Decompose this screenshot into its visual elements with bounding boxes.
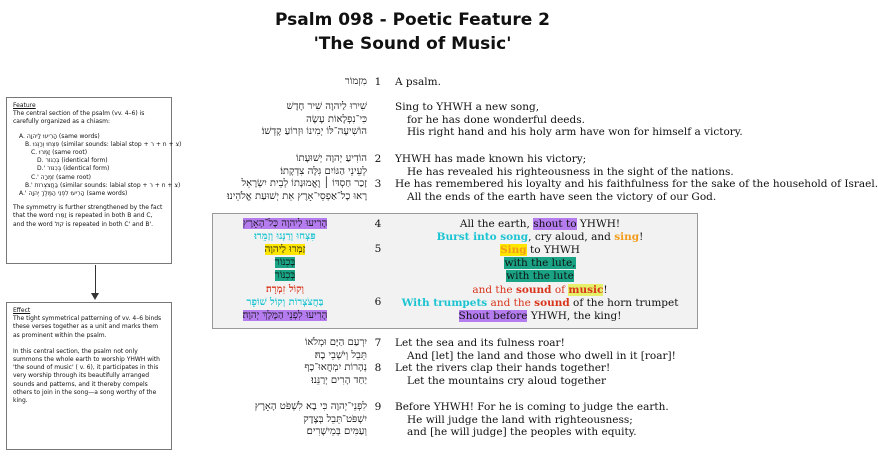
- arrow-line: [95, 265, 96, 295]
- en-text: to YHWH: [526, 244, 580, 256]
- chiasm-list: [19, 132, 182, 199]
- en-text: and the: [487, 297, 535, 309]
- v7-en-line: Let the sea and its fulness roar!: [395, 337, 565, 349]
- v1b-heb-line: הוֹשִׁיעָה־לּוֹ יְמִינוֹ וּזְרוֹעַ קָדְשׁוֹ׃: [261, 126, 367, 137]
- en-text: YHWH!: [576, 218, 621, 230]
- en-burst-b: Burst into song: [436, 231, 529, 243]
- heb-lute-d: בְּכִנּוֹר: [274, 257, 296, 268]
- v1b-en-line: His right hand and his holy arm have won for himself a victory.: [407, 126, 743, 138]
- v3-en-line: He has remembered his loyalty and his faithfulness for the sake of the household of Israel.: [395, 178, 878, 190]
- chiasm-b-prime: B.' בַּחֲצֹצְרוֹת (similar sounds: labial stop + ר + n + צ): [25, 181, 181, 189]
- feature-box: [6, 97, 182, 264]
- v2-english: [395, 153, 734, 178]
- en-sound-c-prime: sound: [515, 284, 552, 296]
- v5-heb-line: [215, 284, 355, 297]
- v9-number: 9: [374, 401, 382, 413]
- en-text: All the earth,: [459, 218, 534, 230]
- v4-en-line: [385, 218, 695, 231]
- en-text: !: [639, 231, 644, 243]
- v5-en-line: [385, 284, 695, 297]
- v3-heb-line: רָאוּ כָל־אַפְסֵי־אָרֶץ אֵת יְשׁוּעַת אֱלֹהֵינוּ׃: [226, 190, 367, 202]
- v2-hebrew: [280, 153, 367, 178]
- v5-en-line: [385, 257, 695, 270]
- v8-heb-line: נְהָרוֹת יִמְחֲאוּ־כָף: [304, 362, 367, 373]
- feature-note: The symmetry is further strengthened by the fact that the word זַמְּרוּ is repeated in both B and C, and the word קוֹל is repeated in both C' and B'.: [13, 204, 163, 228]
- en-text: , cry aloud, and: [528, 231, 615, 243]
- feature-intro: The central section of the psalm (vv. 4–6) is carefully organized as a chiasm:: [13, 110, 145, 126]
- chiasm-c-prime: C.' זִמְרָה (same root): [31, 173, 91, 181]
- v1b-hebrew: [262, 101, 367, 139]
- v2-heb-line: הוֹדִיעַ יְהוָה יְשׁוּעָתוֹ: [295, 153, 367, 164]
- chiasm-d: D. בְּכִנּוֹר (identical form): [37, 157, 108, 165]
- v1-number: 1: [374, 76, 382, 88]
- v3-hebrew: [227, 178, 367, 203]
- en-lute-d: with the lute,: [504, 257, 576, 269]
- v8-en-line: Let the mountains cry aloud together: [407, 374, 607, 387]
- effect-p2: In this central section, the psalm not only summons the whole earth to worship YHWH with 'the sound of music' ( v. 6), it participates in this very worship through its beautifully arranged sounds and patterns, and it thereby compels others to join in the song—a song worthy of the king.: [13, 347, 160, 405]
- v4-heb-line: [215, 231, 355, 244]
- chiasm-a-prime: A.' הָרִיעוּ לִפְנֵי הַמֶּלֶךְ יְהוָה (same words): [19, 190, 128, 198]
- v1b-heb-line: שִׁירוּ לַיהוָה שִׁיר חָדָשׁ: [286, 101, 367, 112]
- v6-en-line: [385, 310, 695, 323]
- v8-number: 8: [374, 362, 382, 374]
- v9-hebrew: [255, 401, 367, 439]
- v9-heb-line: לִפְנֵי־יְהוָה כִּי בָא לִשְׁפֹּט הָאָרֶץ: [254, 401, 367, 412]
- v1b-heb-line: כִּי־נִפְלָאוֹת עָשָׂה: [306, 113, 367, 125]
- page-subtitle: 'The Sound of Music': [313, 34, 512, 54]
- en-music-c-prime: music: [568, 284, 604, 296]
- v5-en-line: [385, 244, 695, 257]
- v7-hebrew: [305, 337, 367, 362]
- heb-trumpets-b-prime: בַּחֲצֹצְרוֹת וְקוֹל שׁוֹפָר: [246, 297, 324, 308]
- feature-heading: Feature: [13, 102, 36, 109]
- v6-heb-line: [215, 297, 355, 310]
- page-title: Psalm 098 - Poetic Feature 2: [274, 10, 551, 30]
- heb-lute-d-prime: בְּכִנּוֹר: [274, 270, 296, 281]
- v5-heb-line: [215, 257, 355, 270]
- v9-heb-line: וְעַמִּים בְּמֵישָׁרִים׃: [306, 426, 367, 437]
- v7-english: [395, 337, 676, 362]
- en-text: YHWH, the king!: [527, 310, 622, 322]
- chiasm-b: B. פִּצְחוּ וְרַנְּנוּ (similar sounds: labial stop + ר + n + צ): [25, 140, 182, 148]
- en-shout-a: shout to: [533, 218, 577, 230]
- v9-english: [395, 401, 669, 439]
- en-text: of the horn trumpet: [569, 297, 679, 309]
- heb-shout-a: הָרִיעוּ לַיהוָה כָּל־הָאָרֶץ: [242, 218, 328, 229]
- v8-hebrew: [304, 362, 367, 387]
- effect-heading: Effect: [13, 307, 31, 314]
- v5-heb-line: [215, 270, 355, 283]
- chiasm-d-prime: D.' בְּכִנּוֹר (identical form): [37, 165, 110, 173]
- v3-english: [395, 178, 878, 203]
- effect-box: [6, 302, 172, 450]
- v7-en-line: And [let] the land and those who dwell in it [roar]!: [407, 349, 676, 362]
- v7-heb-line: תֵּבֵל וְיֹשְׁבֵי בָהּ׃: [314, 349, 367, 361]
- v1-english: A psalm.: [395, 76, 441, 88]
- v4-number: 4: [374, 218, 382, 230]
- v1-hebrew: מִזְמוֹר: [344, 76, 367, 87]
- v2-en-line: He has revealed his righteousness in the sight of the nations.: [407, 165, 734, 178]
- v3-en-line: All the ends of the earth have seen the victory of our God.: [407, 190, 717, 203]
- v4-en-line: [385, 231, 695, 244]
- en-text: !: [603, 284, 608, 296]
- en-sing-b: sing: [614, 231, 640, 243]
- heb-music-c-prime: וְקוֹל זִמְרָה׃: [265, 284, 304, 295]
- chiasm-a: A. הָרִיעוּ לַיהוָה (same words): [19, 132, 100, 140]
- arrow-down-icon: [91, 293, 99, 300]
- v3-number: 3: [374, 178, 382, 190]
- en-trumpets-b-prime: With trumpets: [401, 297, 488, 309]
- v1b-en-line: Sing to YHWH a new song,: [395, 101, 540, 113]
- v3-heb-line: זָכַר חַסְדּוֹ ׀ וֶאֱמוּנָתוֹ לְבֵית יִשְׂרָאֵל: [241, 178, 367, 189]
- en-sound-b-prime: sound: [534, 297, 570, 309]
- v9-en-line: Before YHWH! For he is coming to judge the earth.: [395, 401, 669, 413]
- chiasm-c: C. זַמְּרוּ (same root): [31, 149, 88, 157]
- v2-number: 2: [374, 153, 382, 165]
- v9-heb-line: יִשְׁפֹּט־תֵּבֵל בְּצֶדֶק: [303, 413, 367, 425]
- v6-heb-line: [215, 310, 355, 323]
- en-shout-a-prime: Shout before: [458, 310, 528, 322]
- effect-p1: The tight symmetrical patterning of vv. 4–6 binds these verses together as a unit and marks them as prominent within the psalm.: [13, 315, 162, 339]
- v8-english: [395, 362, 610, 387]
- v7-number: 7: [374, 337, 382, 349]
- v1b-en-line: for he has done wonderful deeds.: [407, 113, 585, 126]
- v9-en-line: He will judge the land with righteousness;: [407, 413, 633, 426]
- heb-burst-b: פִּצְחוּ וְרַנְּנוּ וְזַמֵּרוּ׃: [254, 231, 316, 242]
- v8-en-line: Let the rivers clap their hands together!: [395, 362, 611, 374]
- v9-en-line: and [he will judge] the peoples with equity.: [407, 426, 637, 438]
- v8-heb-line: יַחַד הָרִים יְרַנֵּנוּ׃: [311, 374, 367, 386]
- en-sing-c: Sing: [500, 244, 527, 256]
- v6-en-line: [385, 297, 695, 310]
- v1b-english: [395, 101, 743, 139]
- v5-number: 5: [374, 243, 382, 255]
- en-lute-d-prime: with the lute: [506, 270, 574, 282]
- v6-number: 6: [374, 296, 382, 308]
- v2-en-line: YHWH has made known his victory;: [395, 153, 587, 165]
- v2-heb-line: לְעֵינֵי הַגּוֹיִם גִּלָּה צִדְקָתוֹ׃: [280, 165, 367, 177]
- heb-shout-a-prime: הָרִיעוּ לִפְנֵי הַמֶּלֶךְ יְהוָה׃: [242, 310, 328, 321]
- v7-heb-line: יִרְעַם הַיָּם וּמְלֹאוֹ: [304, 337, 367, 348]
- v5-heb-line: [215, 244, 355, 257]
- v5-en-line: [385, 270, 695, 283]
- heb-sing-c: זַמְּרוּ לַיהוָה: [264, 244, 306, 255]
- en-text: and the: [472, 284, 516, 296]
- v4-heb-line: [215, 218, 355, 231]
- en-text: of: [551, 284, 569, 296]
